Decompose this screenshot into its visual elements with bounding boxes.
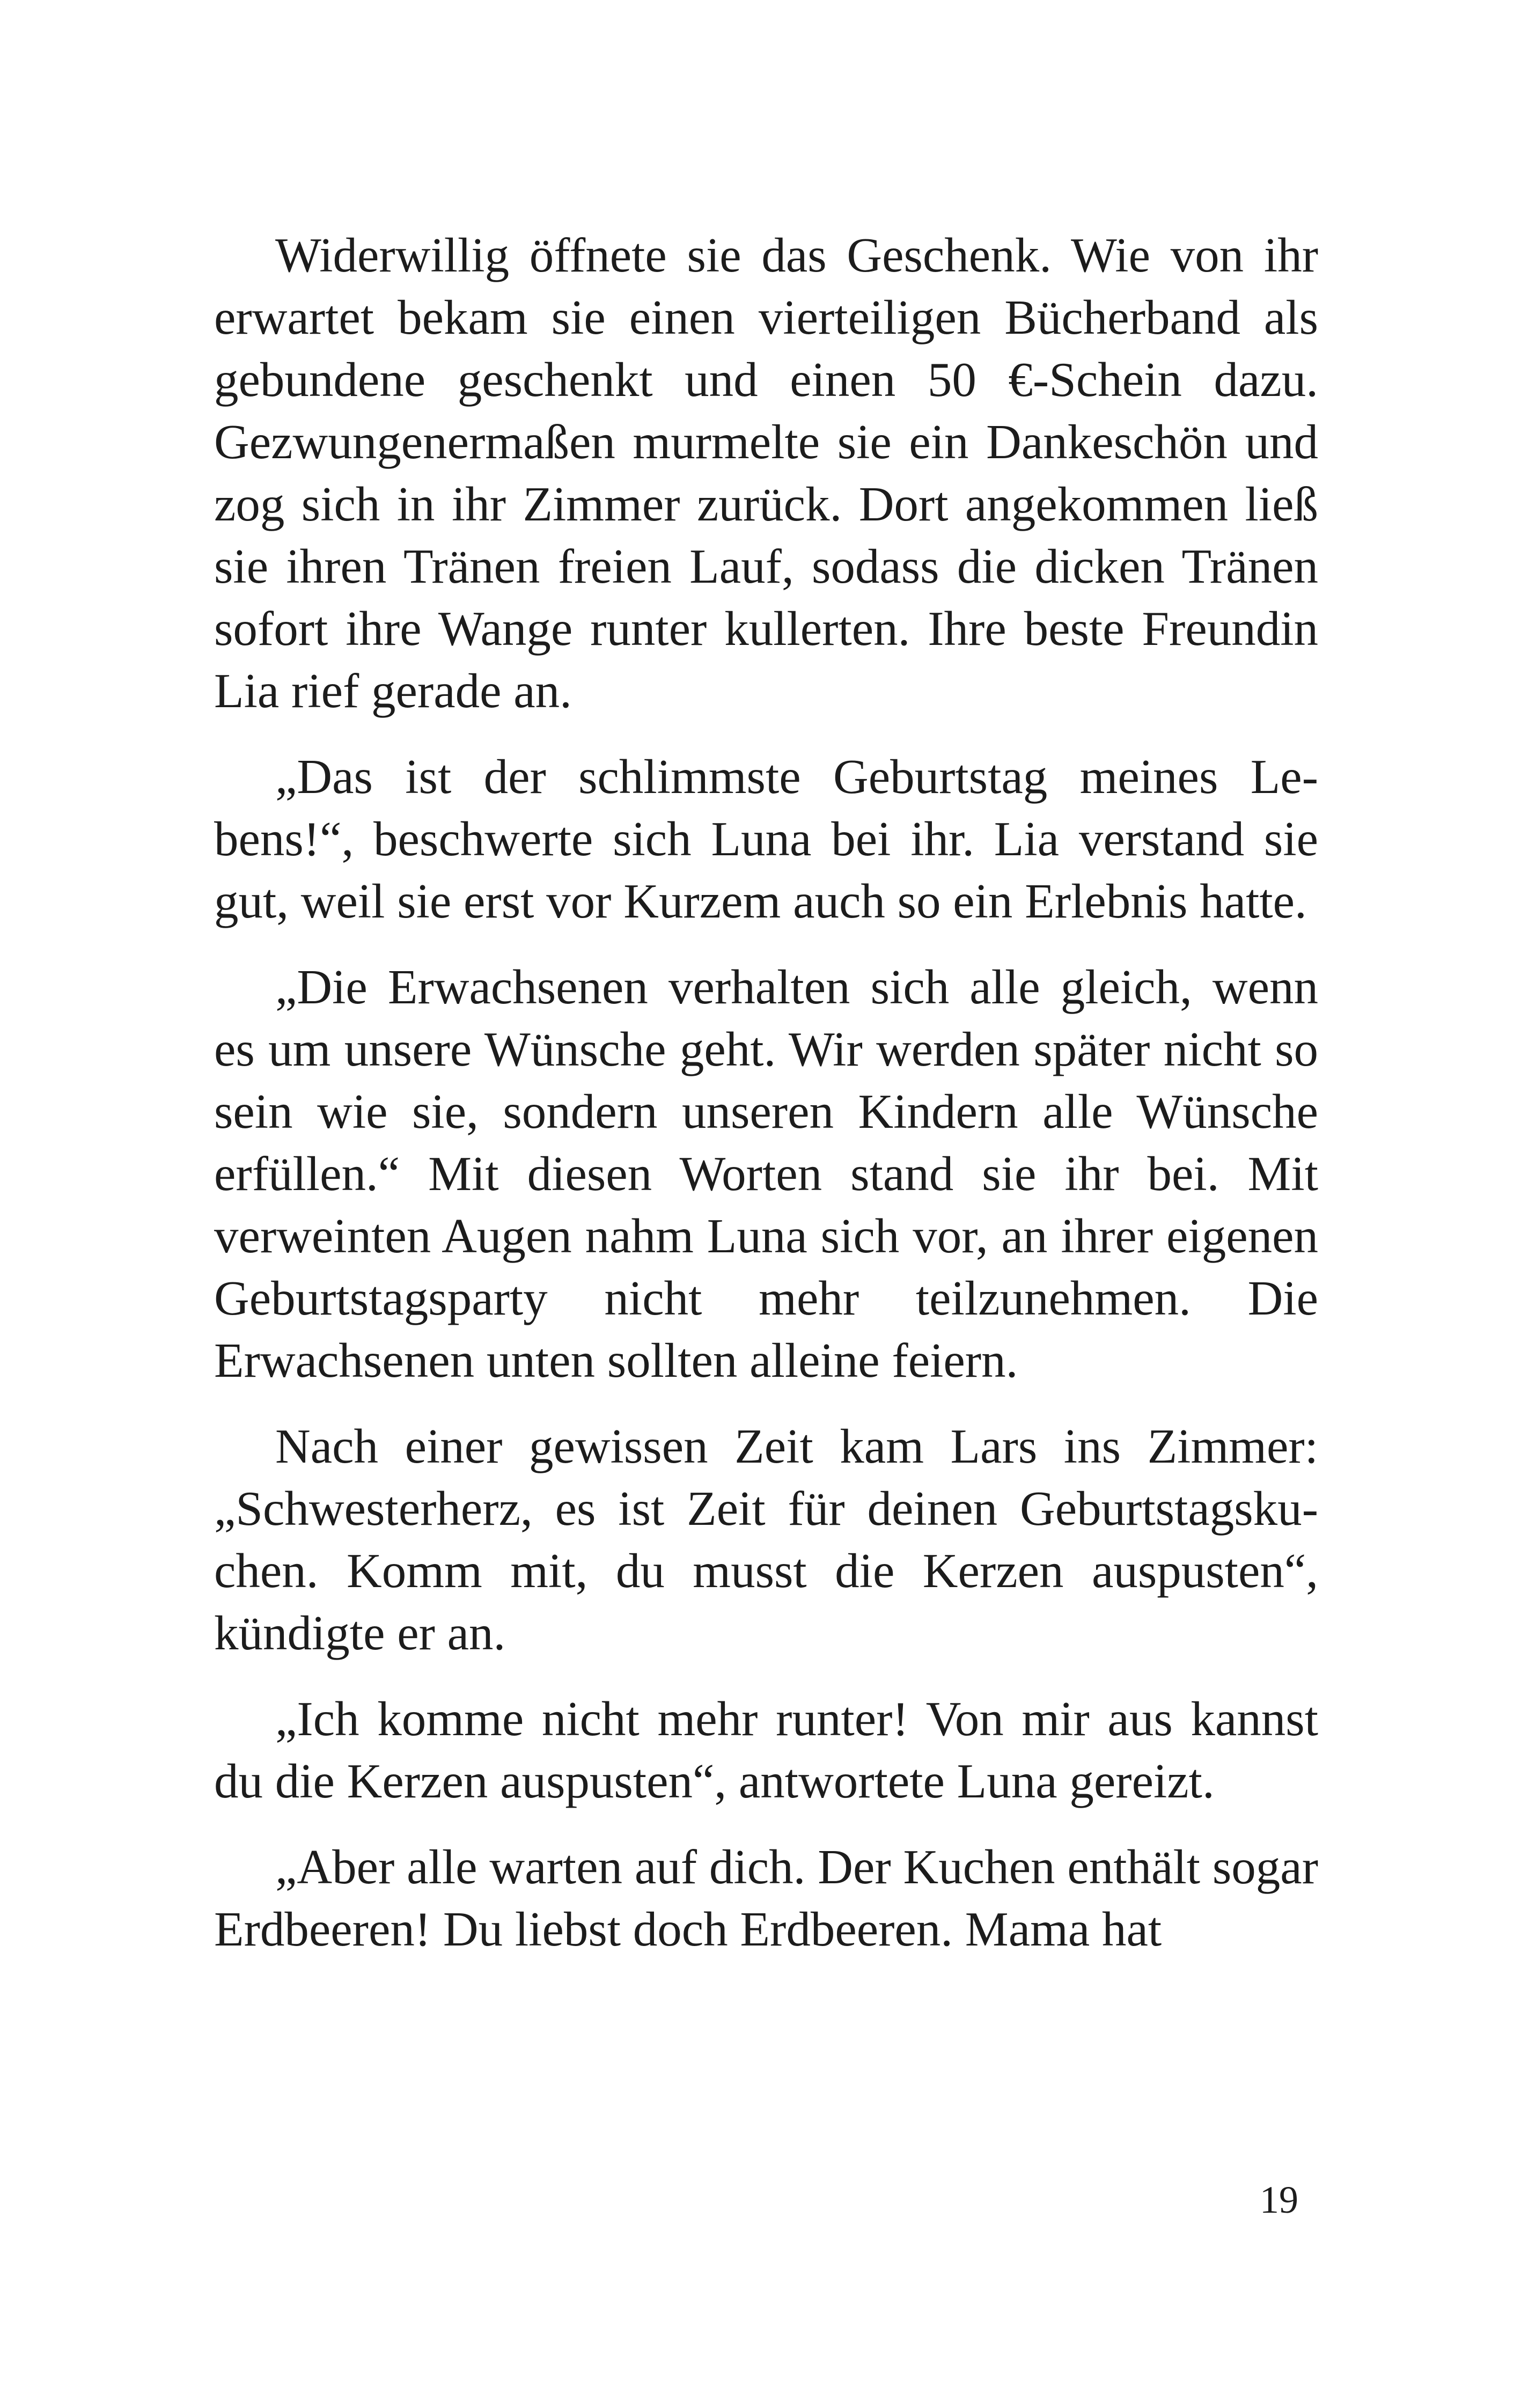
paragraph-3: „Die Erwachsenen verhalten sich alle gleich, wenn es um unsere Wünsche geht. Wir werden später nicht so sein wie sie, sondern unseren Kindern alle Wünsche erfüllen.“ Mit diesen Worten stand sie ihr bei. Mit verweinten Augen nahm Luna sich vor, an ihrer eigenen Geburtstagsparty nicht mehr teilzunehmen. Die Erwachsenen unten sollten alleine feiern. bbox=[214, 960, 1318, 1387]
paragraph-4: Nach einer gewissen Zeit kam Lars ins Zimmer: „Schwesterherz, es ist Zeit für deinen Geburtstagskuchen. Komm mit, du musst die Kerzen auspusten“, kündigte er an. bbox=[214, 1419, 1318, 1660]
page-number: 19 bbox=[1260, 2178, 1298, 2221]
paragraph-1: Widerwillig öffnete sie das Geschenk. Wie von ihr erwartet bekam sie einen vierteiligen Bücherband als gebundene geschenkt und einen 50 €-Schein dazu. Gezwungenermaßen murmelte sie ein Dankeschön und zog sich in ihr Zimmer zurück. Dort angekommen ließ sie ihren Tränen freien Lauf, sodass die dicken Tränen sofort ihre Wange runter kullerten. Ihre beste Freundin Lia rief gerade an. bbox=[214, 228, 1318, 718]
page-body bbox=[214, 224, 1318, 1984]
paragraph-5: „Ich komme nicht mehr runter! Von mir aus kannst du die Kerzen auspusten“, antwortete Luna gereizt. bbox=[214, 1692, 1318, 1808]
paragraph-2: „Das ist der schlimmste Geburtstag meines Lebens!“, beschwerte sich Luna bei ihr. Lia verstand sie gut, weil sie erst vor Kurzem auch so ein Erlebnis hatte. bbox=[214, 750, 1318, 928]
paragraph-6: „Aber alle warten auf dich. Der Kuchen enthält sogar Erdbeeren! Du liebst doch Erdbeeren. Mama hat bbox=[214, 1840, 1318, 1956]
